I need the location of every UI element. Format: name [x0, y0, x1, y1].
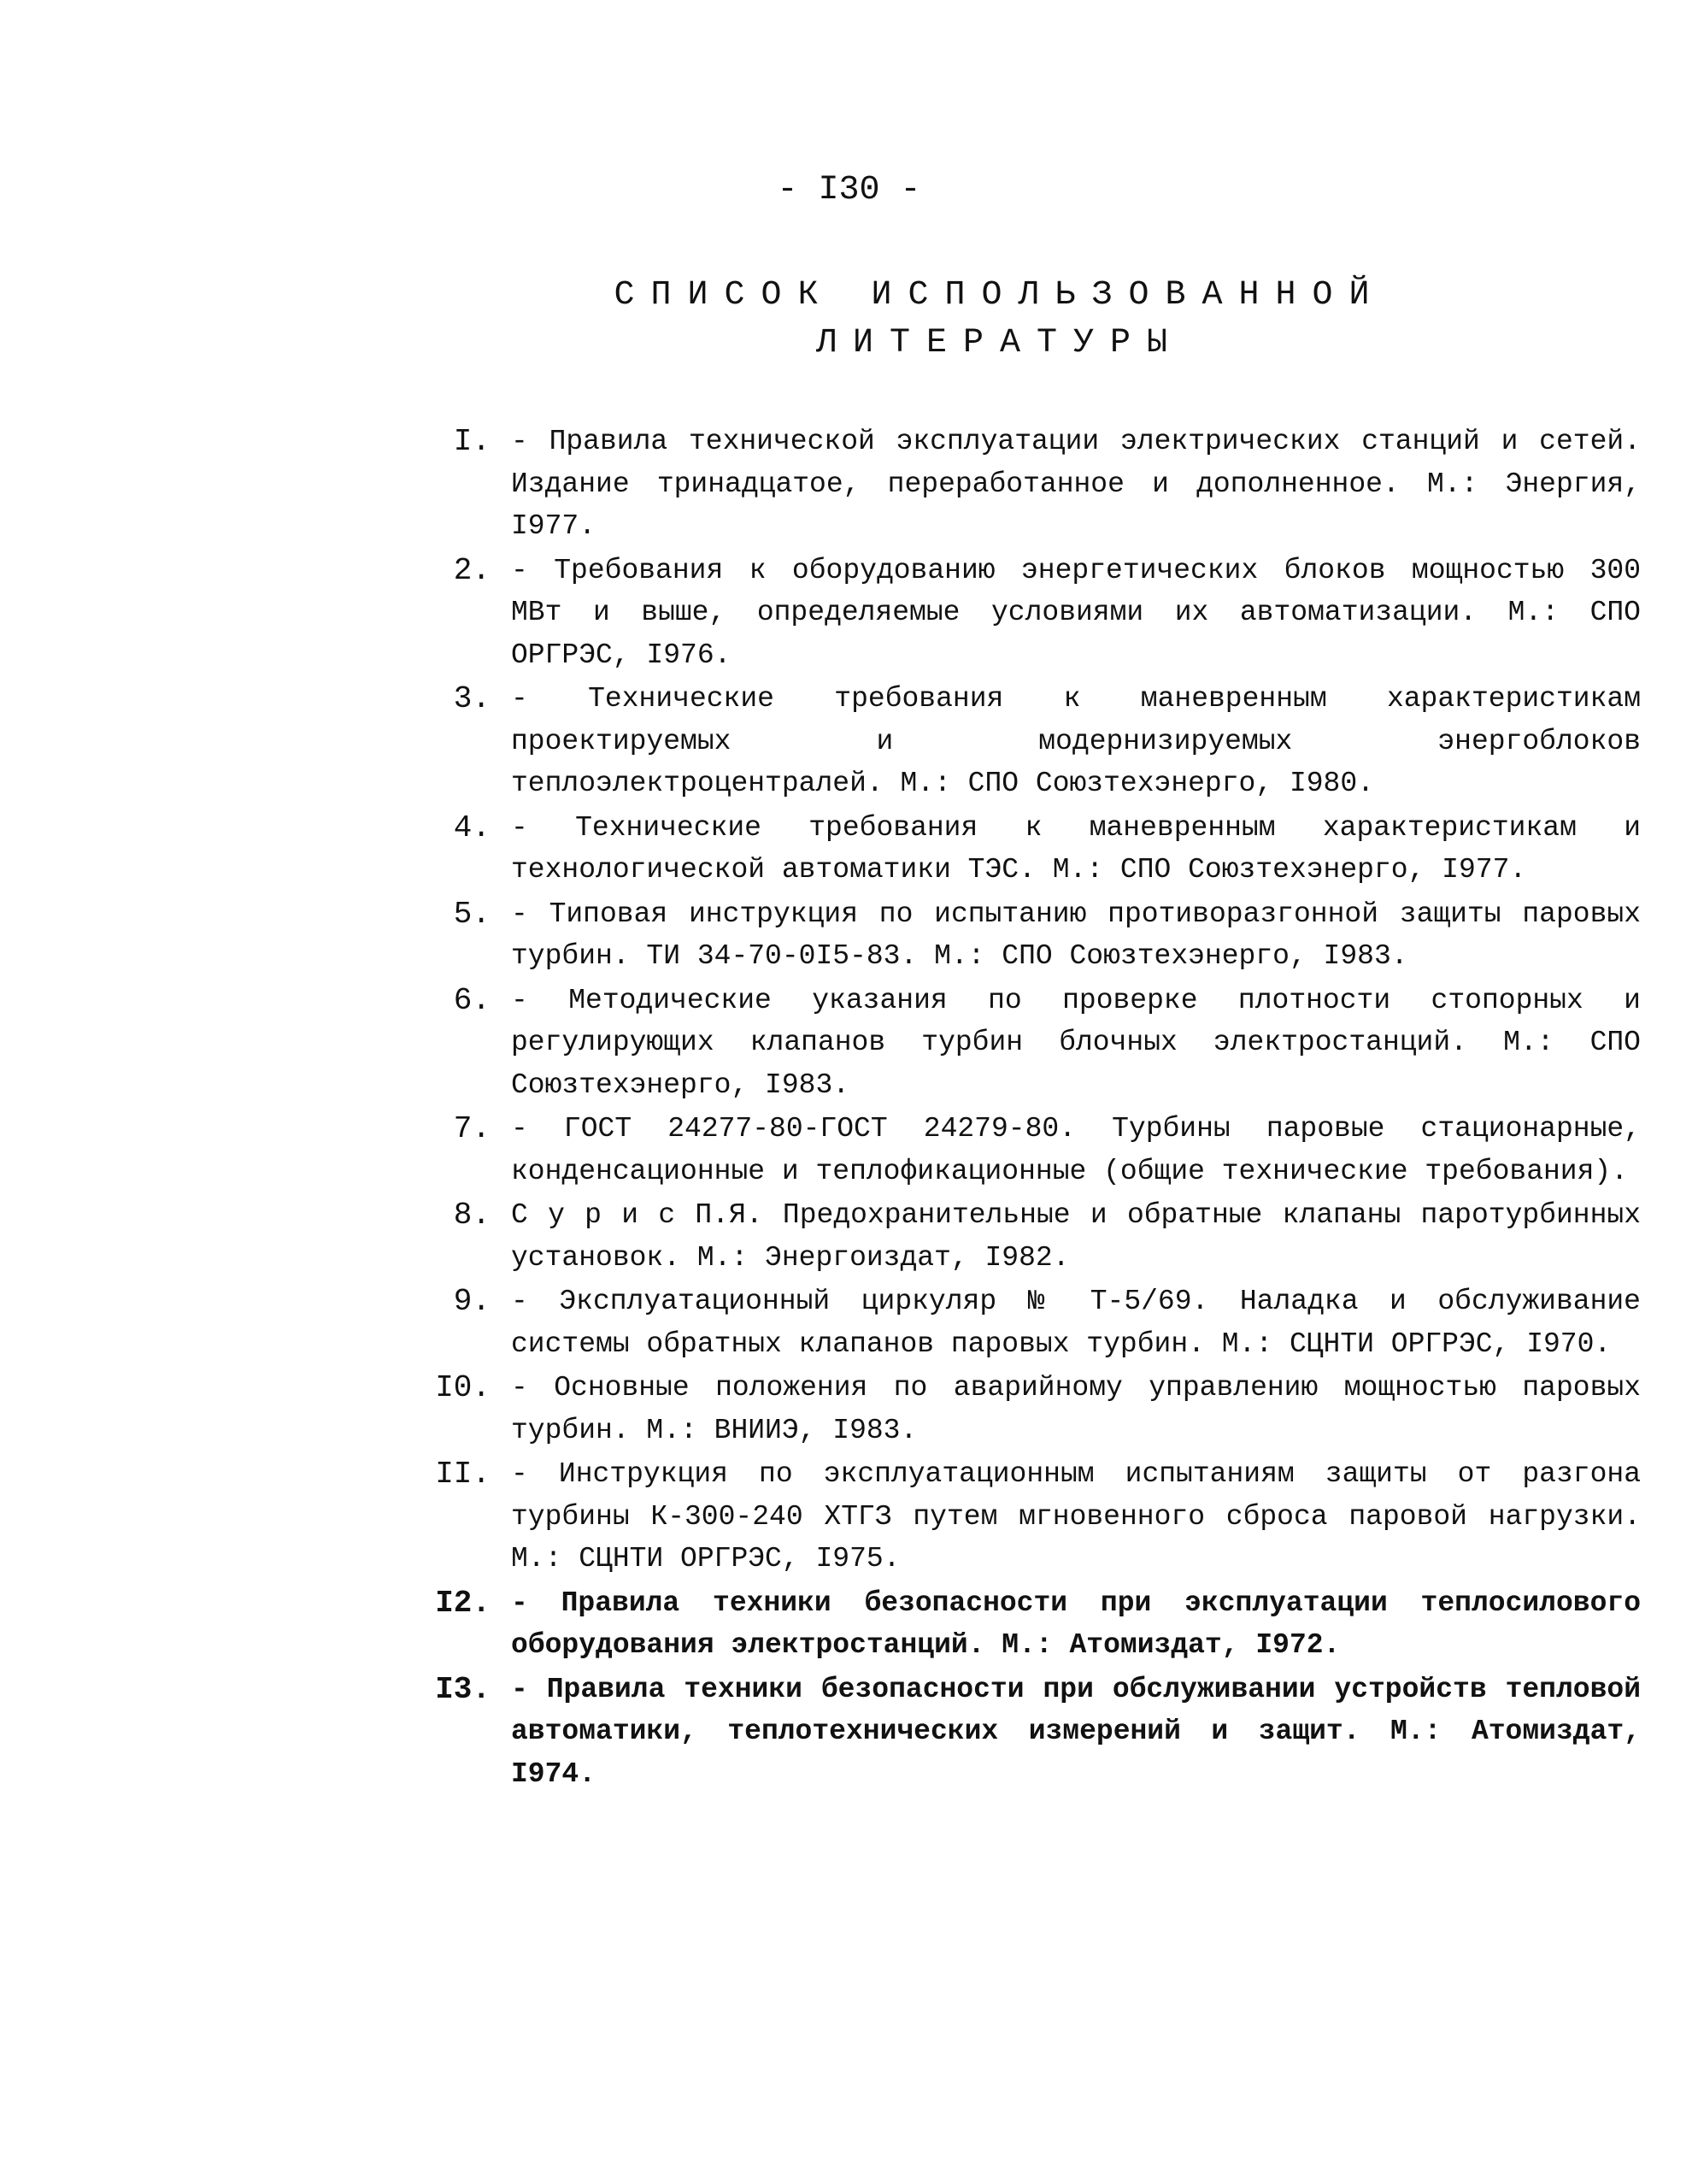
reference-text: - Правила техники безопасности при эксплуатации теплосилового оборудования электростанций. М.: Атомиздат, I972.: [511, 1586, 1641, 1661]
reference-text: - Инструкция по эксплуатационным испытаниям защиты от разгона турбины К-300-240 ХТГЗ путем мгновенного сброса паровой нагрузки. М.: СЦНТИ ОРГРЭС, I975.: [511, 1458, 1641, 1575]
reference-item: [427, 1582, 1641, 1667]
reference-item: [427, 678, 1641, 805]
reference-text: - Типовая инструкция по испытанию противоразгонной защиты паровых турбин. ТИ 34-70-0I5-83. М.: СПО Союзтехэнерго, I983.: [511, 898, 1641, 972]
reference-text: - Правила технической эксплуатации электрических станций и сетей. Издание тринадцатое, переработанное и дополненное. М.: Энергия, I977.: [511, 426, 1641, 542]
reference-number: II.: [435, 1457, 491, 1492]
reference-item: [427, 1367, 1641, 1451]
reference-text: - Технические требования к маневренным характеристикам и технологической автоматики ТЭС. М.: СПО Союзтехэнерго, I977.: [511, 811, 1641, 886]
reference-text: - Правила техники безопасности при обслуживании устройств тепловой автоматики, теплотехнических измерений и защит. М.: Атомиздат, I974.: [511, 1673, 1641, 1790]
reference-text: С у р и с П.Я. Предохранительные и обратные клапаны паротурбинных установок. М.: Энергоиздат, I982.: [511, 1199, 1641, 1274]
reference-number: I2.: [435, 1585, 491, 1621]
reference-list: [427, 421, 1641, 1797]
reference-text: - Основные положения по аварийному управлению мощностью паровых турбин. М.: ВНИИЭ, I983.: [511, 1372, 1641, 1446]
reference-number: 6.: [453, 982, 491, 1018]
reference-item: [427, 807, 1641, 892]
reference-item: [427, 1280, 1641, 1365]
page-title: [530, 272, 1470, 368]
reference-item: [427, 1453, 1641, 1581]
reference-text: - Требования к оборудованию энергетических блоков мощностью 300 МВт и выше, определяемые условиями их автоматизации. М.: СПО ОРГРЭС, I976.: [511, 554, 1641, 671]
reference-item: [427, 421, 1641, 548]
reference-text: - Методические указания по проверке плотности стопорных и регулирующих клапанов турбин блочных электростанций. М.: СПО Союзтехэнерго, I983.: [511, 984, 1641, 1101]
reference-text: - ГОСТ 24277-80-ГОСТ 24279-80. Турбины паровые стационарные, конденсационные и теплофикационные (общие технические требования).: [511, 1113, 1641, 1187]
reference-number: 3.: [453, 681, 491, 716]
reference-number: 8.: [453, 1198, 491, 1233]
reference-number: I.: [453, 424, 491, 459]
reference-number: 5.: [453, 896, 491, 932]
reference-number: 9.: [453, 1284, 491, 1319]
reference-item: [427, 893, 1641, 978]
reference-number: 2.: [453, 552, 491, 588]
page-number: - I30 -: [777, 171, 921, 209]
reference-number: I3.: [435, 1671, 491, 1707]
reference-item: [427, 980, 1641, 1107]
reference-number: I0.: [435, 1370, 491, 1405]
reference-number: 7.: [453, 1111, 491, 1146]
reference-number: 4.: [453, 809, 491, 845]
reference-item: [427, 1194, 1641, 1279]
title-line-2: ЛИТЕРАТУРЫ: [815, 324, 1184, 362]
reference-item: [427, 1669, 1641, 1796]
reference-text: - Эксплуатационный циркуляр № Т-5/69. Наладка и обслуживание системы обратных клапанов паровых турбин. М.: СЦНТИ ОРГРЭС, I970.: [511, 1286, 1641, 1360]
reference-text: - Технические требования к маневренным характеристикам проектируемых и модернизируемых энергоблоков теплоэлектроцентралей. М.: СПО Союзтехэнерго, I980.: [511, 683, 1641, 799]
reference-item: [427, 1108, 1641, 1192]
title-line-1: СПИСОК ИСПОЛЬЗОВАННОЙ: [614, 276, 1386, 315]
reference-item: [427, 550, 1641, 677]
